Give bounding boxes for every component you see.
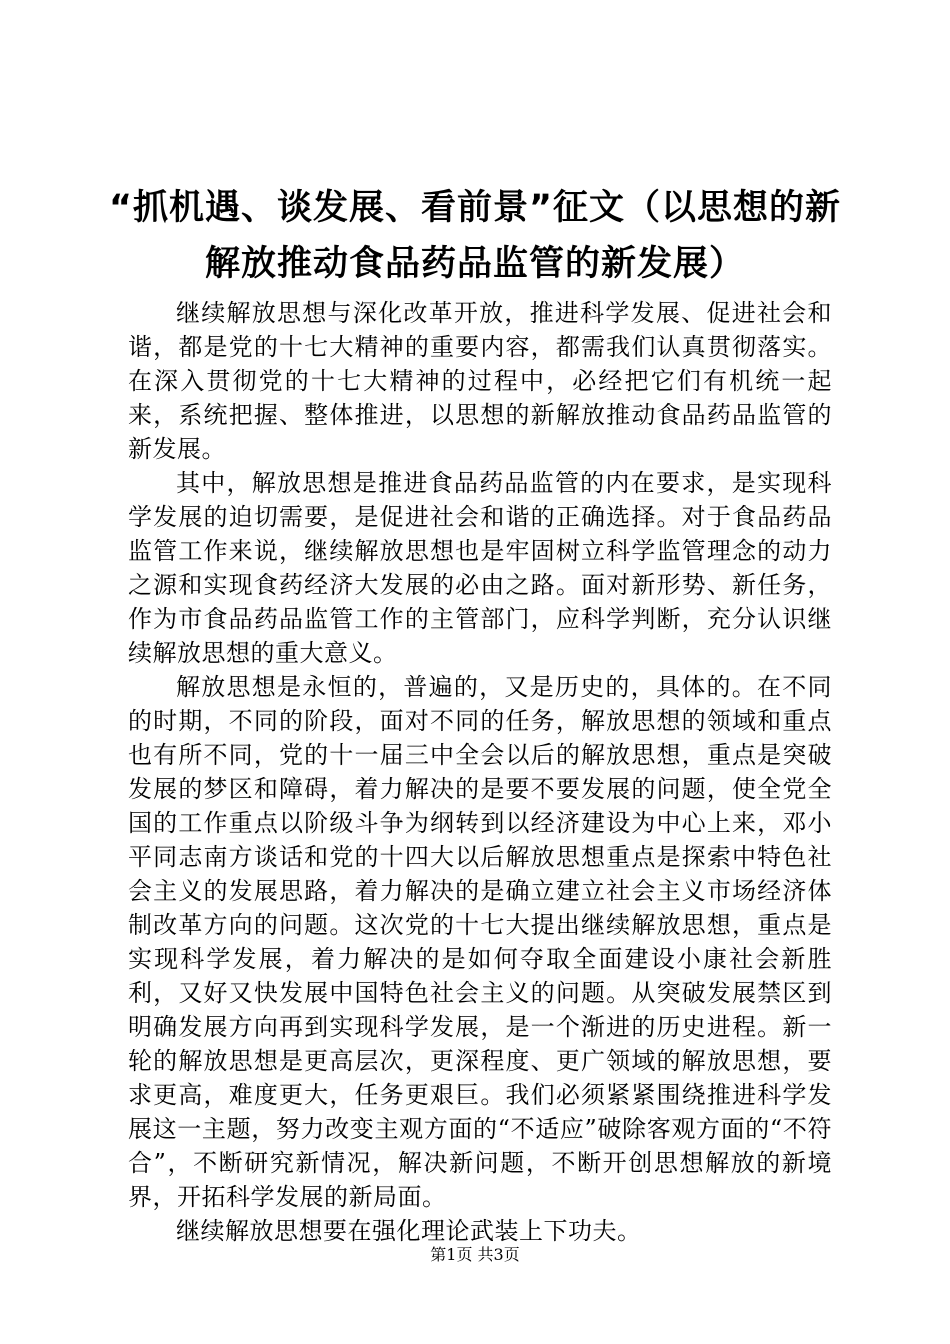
document-title: “抓机遇、谈发展、看前景”征文（以思想的新解放推动食品药品监管的新发展） (108, 188, 841, 284)
paragraph: 其中，解放思想是推进食品药品监管的内在要求，是实现科学发展的迫切需要，是促进社会和谐的正确选择。对于食品药品监管工作来说，继续解放思想也是牢固树立科学监管理念的动力之源和实现食药经济大发展的必由之路。面对新形势、新任务，作为市食品药品监管工作的主管部门，应科学判断，充分认识继续解放思想的重大意义。 (128, 469, 832, 667)
paragraph: 解放思想是永恒的，普遍的，又是历史的，具体的。在不同的时期，不同的阶段，面对不同的任务，解放思想的领域和重点也有所不同，党的十一届三中全会以后的解放思想，重点是突破发展的梦区和障碍，着力解决的是要不要发展的问题，使全党全国的工作重点以阶级斗争为纲转到以经济建设为中心上来，邓小平同志南方谈话和党的十四大以后解放思想重点是探索中特色社会主义的发展思路，着力解决的是确立建立社会主义市场经济体制改革方向的问题。这次党的十七大提出继续解放思想，重点是实现科学发展，着力解决的是如何夺取全面建设小康社会新胜利，又好又快发展中国特色社会主义的问题。从突破发展禁区到明确发展方向再到实现科学发展，是一个渐进的历史进程。新一轮的解放思想是更高层次，更深程度、更广领域的解放思想，要求更高，难度更大，任务更艰巨。我们必须紧紧围绕推进科学发展这一主题，努力改变主观方面的“不适应”破除客观方面的“不符合”，不断研究新情况，解决新问题，不断开创思想解放的新境界，开拓科学发展的新局面。 (128, 673, 832, 1211)
paragraph: 继续解放思想与深化改革开放，推进科学发展、促进社会和谐，都是党的十七大精神的重要内容，都需我们认真贯彻落实。在深入贯彻党的十七大精神的过程中，必经把它们有机统一起来，系统把握、整体推进，以思想的新解放推动食品药品监管的新发展。 (128, 299, 832, 463)
paragraph: 继续解放思想要在强化理论武装上下功夫。 (176, 1217, 642, 1245)
page-number-footer: 第1页 共3页 (430, 1245, 520, 1264)
document-body (128, 296, 832, 1248)
